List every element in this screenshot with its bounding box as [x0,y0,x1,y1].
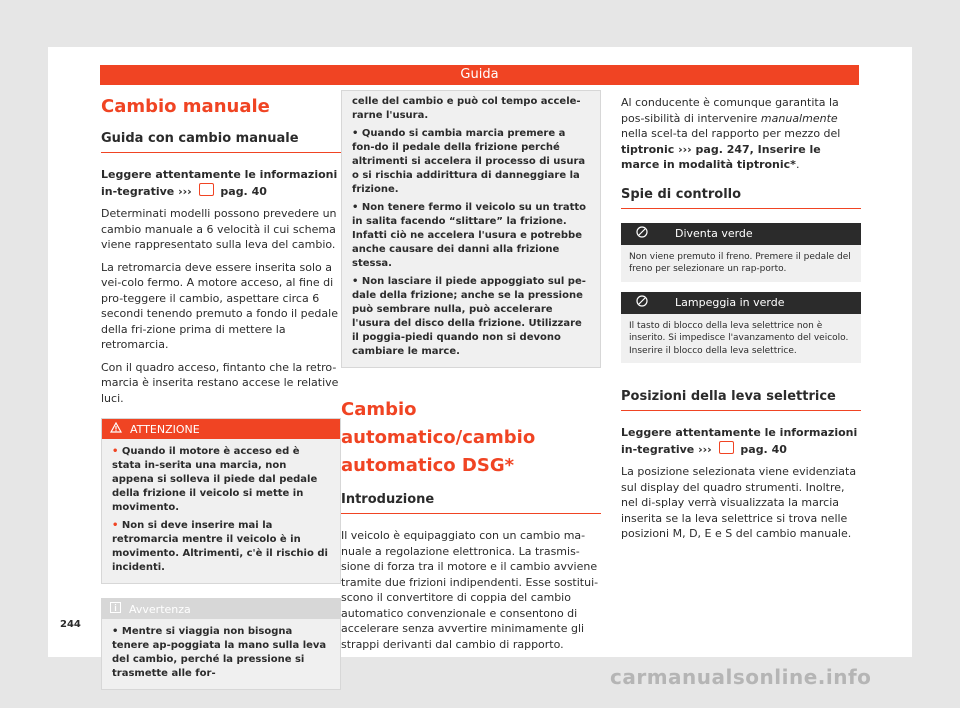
warning-header: ATTENZIONE [102,419,340,439]
paragraph: Al conducente è comunque garantita la pos-sibilità di intervenire manualmente nella scel-ta del rapporto per mezzo del tiptronic ››› pag. 247, Inserire le marce in modalità tiptronic*. [621,96,841,171]
list-item: • Non tenere fermo il veicolo su un tratto in salita facendo “slittare” la frizione. Infatti ciò ne accelera l'usura e potrebbe anche causare dei danni alla frizione stessa. [352,202,587,269]
paragraph: La retromarcia deve essere inserita solo a vei-colo fermo. A motore acceso, al fine di pro-teggere il cambio, aspettare circa 6 secondi tenendo premuto a fondo il pedale della fri-zione prima di mettere la retromarcia. [101,260,338,351]
section-header: Guida [100,65,859,85]
paragraph: Il veicolo è equipaggiato con un cambio ma-nuale a regolazione elettronica. La trasmis-sione di forza tra il motore e il cambio avviene tramite due frizioni indipendenti. Esse sostitui-scono il convertitore di coppia del cambio automatico convenzionale e consentono di accelerare senza avvertire minimamente gli strappi derivanti dal cambio di rapporto. [341,529,599,651]
lamp-item: Lampeggia in verde Il tasto di blocco della leva selettrice non è inserito. Si impedisce l'avanzamento del veicolo. Inserire il blocco della leva selettrice. [621,292,861,364]
subheading-posizioni: Posizioni della leva selettrice [621,389,861,411]
list-item: • Non si deve inserire mai la retromarcia mentre il veicolo è in movimento. Altrimenti, c'è il rischio di incidenti. [112,520,328,573]
book-icon[interactable] [719,441,734,454]
tiptronic-link[interactable]: tiptronic ››› pag. 247, Inserire le marce in modalità tiptronic* [621,142,821,171]
info-icon [110,602,121,616]
page-link[interactable]: pag. 40 [220,184,267,198]
warning-triangle-icon [110,422,122,436]
list-item: • Quando si cambia marcia premere a fon-do il pedale della frizione perché altrimenti si accelera il processo di usura o si rischia addirittura di danneggiare la frizione. [352,128,586,195]
note-header: Avvertenza [102,599,340,619]
gear-selector-icon [635,295,649,310]
book-icon[interactable] [199,183,214,196]
paragraph: La posizione selezionata viene evidenziata sul display del quadro strumenti. Inoltre, nel di-splay verrà visualizzata la marcia inserita se la leva selettrice si trova nelle posizioni M, D, E e S del cambio manuale. [621,465,857,540]
note-box [101,598,341,690]
heading-cambio-automatico: Cambio automatico/cambio automatico DSG* [341,399,536,476]
subheading-introduzione: Introduzione [341,492,601,514]
gear-selector-icon [635,226,649,241]
note-continuation: celle del cambio e può col tempo accele-rarne l'usura. • Quando si cambia marcia premere a fon-do il pedale della frizione perché altrimenti si accelera il processo di usura o si rischia addirittura di danneggiare la frizione. • Non tenere fermo il veicolo su un tratto in salita facendo “slittare” la frizione. Infatti ciò ne accelera l'usura e potrebbe anche causare dei danni alla frizione stessa. • Non lasciare il piede appoggiato sul pe-dale della frizione; anche se la pressione può sembrare nulla, può accelerare l'usura del disco della frizione. Utilizzare il poggia-piedi quando non si devono cambiare le marce. [341,90,601,368]
intro-reference: Leggere attentamente le informazioni in-tegrative ››› pag. 40 [101,168,338,198]
page-link[interactable]: pag. 40 [740,442,787,456]
page-number: 244 [60,619,81,630]
column-3 [621,95,861,549]
list-item: • Non lasciare il piede appoggiato sul pe-dale della frizione; anche se la pressione può sembrare nulla, può accelerare l'usura del disco della frizione. Utilizzare il poggia-piedi quando non si devono cambiare le marce. [352,276,586,357]
list-item: • Mentre si viaggia non bisogna tenere ap-poggiata la mano sulla leva del cambio, perché la pressione si trasmette alle for- [112,626,327,679]
warning-box [101,418,341,584]
lamp-item: Diventa verde Non viene premuto il freno. Premere il pedale del freno per selezionare un rap-porto. [621,223,861,282]
subheading-spie: Spie di controllo [621,187,861,209]
list-item: • Quando il motore è acceso ed è stata in-serita una marcia, non appena si solleva il piede dal pedale della frizione il veicolo si mette in movimento. [112,446,318,513]
column-1 [101,95,341,690]
watermark: carmanualsonline.info [610,665,872,689]
paragraph: Determinati modelli possono prevedere un cambio manuale a 6 velocità il cui schema viene rappresentato sulla leva del cambio. [101,207,337,251]
intro-reference: Leggere attentamente le informazioni in-tegrative ››› pag. 40 [621,426,858,456]
heading-cambio-manuale: Cambio manuale [101,96,270,117]
subheading-guida: Guida con cambio manuale [101,131,341,153]
paragraph: Con il quadro acceso, fintanto che la retro-marcia è inserita restano accese le relative luci. [101,360,339,405]
column-2 [341,91,601,659]
